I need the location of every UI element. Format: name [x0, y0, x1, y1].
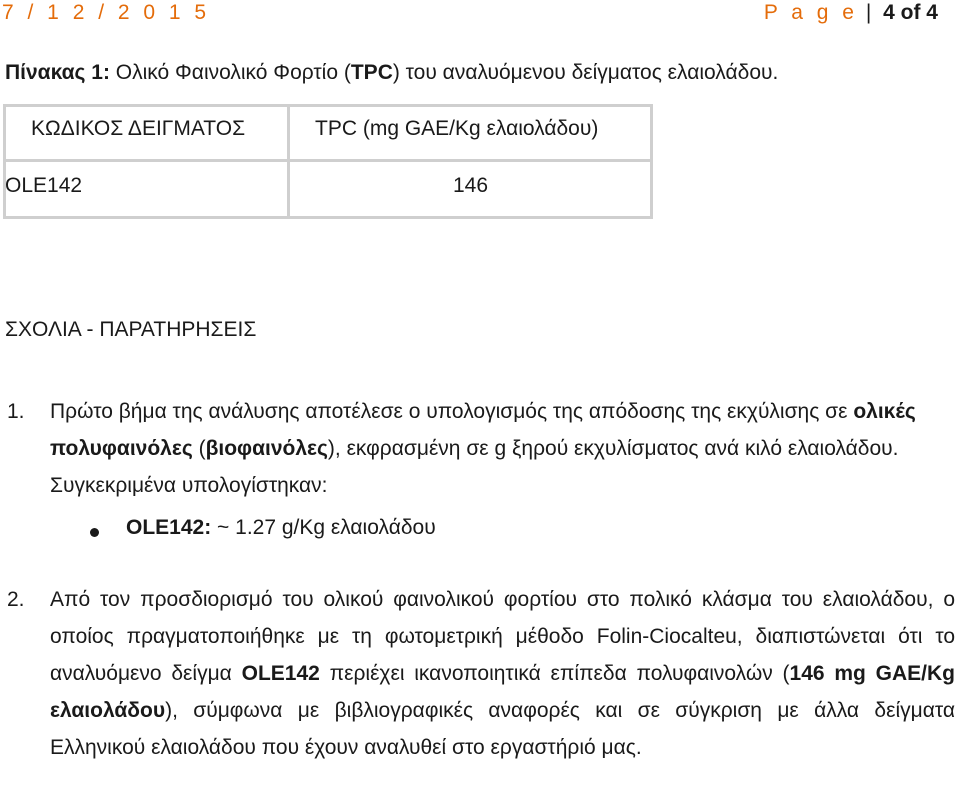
note-1-text-2: ( — [192, 437, 206, 460]
header-separator: | — [865, 1, 872, 24]
table-header-tpc: TPC (mg GAE/Kg ελαιολάδου) — [315, 117, 599, 140]
note-1-text-1: Πρώτο βήμα της ανάλυσης αποτέλεσε ο υπολογισμός της απόδοσης της εκχύλισης σε — [50, 400, 854, 423]
note-item-2 — [7, 581, 955, 766]
table-border-bottom — [3, 216, 653, 219]
note-1-bold-1: ολικές πολυφαινόλες — [50, 400, 916, 460]
note-1-bold-2: βιοφαινόλες — [205, 437, 328, 460]
bullet-value: ~ 1.27 g/Kg ελαιολάδου — [211, 516, 436, 539]
notes-title: ΣΧΟΛΙΑ - ΠΑΡΑΤΗΡΗΣΕΙΣ — [5, 318, 257, 341]
results-table — [3, 104, 653, 219]
note-2-text-3: ), σύμφωνα με βιβλιογραφικές αναφορές και σε σύγκριση με άλλα δείγματα Ελληνικού ελαιολάδου που έχουν αναλυθεί στο εργαστήριό μας. — [50, 699, 955, 759]
table-border-divider — [287, 104, 290, 219]
header-date: 7 / 1 2 / 2 0 1 5 — [2, 1, 211, 24]
note-item-1 — [7, 393, 955, 504]
table-border-right — [650, 104, 653, 219]
note-1-number: 1. — [7, 400, 25, 423]
table-caption — [5, 61, 778, 85]
header-page-info — [764, 1, 938, 25]
caption-label: Πίνακας 1: — [5, 61, 110, 84]
table-border-top — [3, 104, 653, 107]
note-2-number: 2. — [7, 588, 25, 611]
bullet-dot-icon — [90, 528, 99, 537]
table-cell-tpc-value: 146 — [453, 174, 489, 197]
caption-text-pre: Ολικό Φαινολικό Φορτίο ( — [109, 61, 351, 84]
caption-text-post: ) του αναλυόμενου δείγματος ελαιολάδου. — [392, 61, 779, 84]
header-page-number: 4 of 4 — [883, 1, 938, 24]
table-cell-sample: OLE142 — [5, 174, 83, 197]
note-2-text-2: περιέχει ικανοποιητικά επίπεδα πολυφαινολών ( — [319, 662, 790, 685]
bullet-sample-label: OLE142: — [126, 516, 212, 539]
caption-tpc: TPC — [350, 61, 393, 84]
table-header-sample-code: ΚΩΔΙΚΟΣ ΔΕΙΓΜΑΤΟΣ — [31, 117, 246, 140]
note-1-text-3: ), εκφρασμένη σε g ξηρού εκχυλίσματος ανά κιλό ελαιολάδου. Συγκεκριμένα υπολογίστηκαν: — [50, 437, 899, 497]
note-2-bold-1: OLE142 — [241, 662, 320, 685]
table-border-middle — [3, 159, 653, 162]
header-page-word: P a g e — [763, 1, 858, 24]
table-border-left — [3, 104, 6, 219]
note-2-bold-2: 146 mg GAE/Kg ελαιολάδου — [50, 662, 955, 722]
note-2-text-1: Από τον προσδιορισμό του ολικού φαινολικού φορτίου στο πολικό κλάσμα του ελαιολάδου, ο οποίος πραγματοποιήθηκε με τη φωτομετρική μέθοδο Folin-Ciocalteu, διαπιστώνεται ότι το αναλυόμενο δείγμα — [50, 588, 955, 685]
